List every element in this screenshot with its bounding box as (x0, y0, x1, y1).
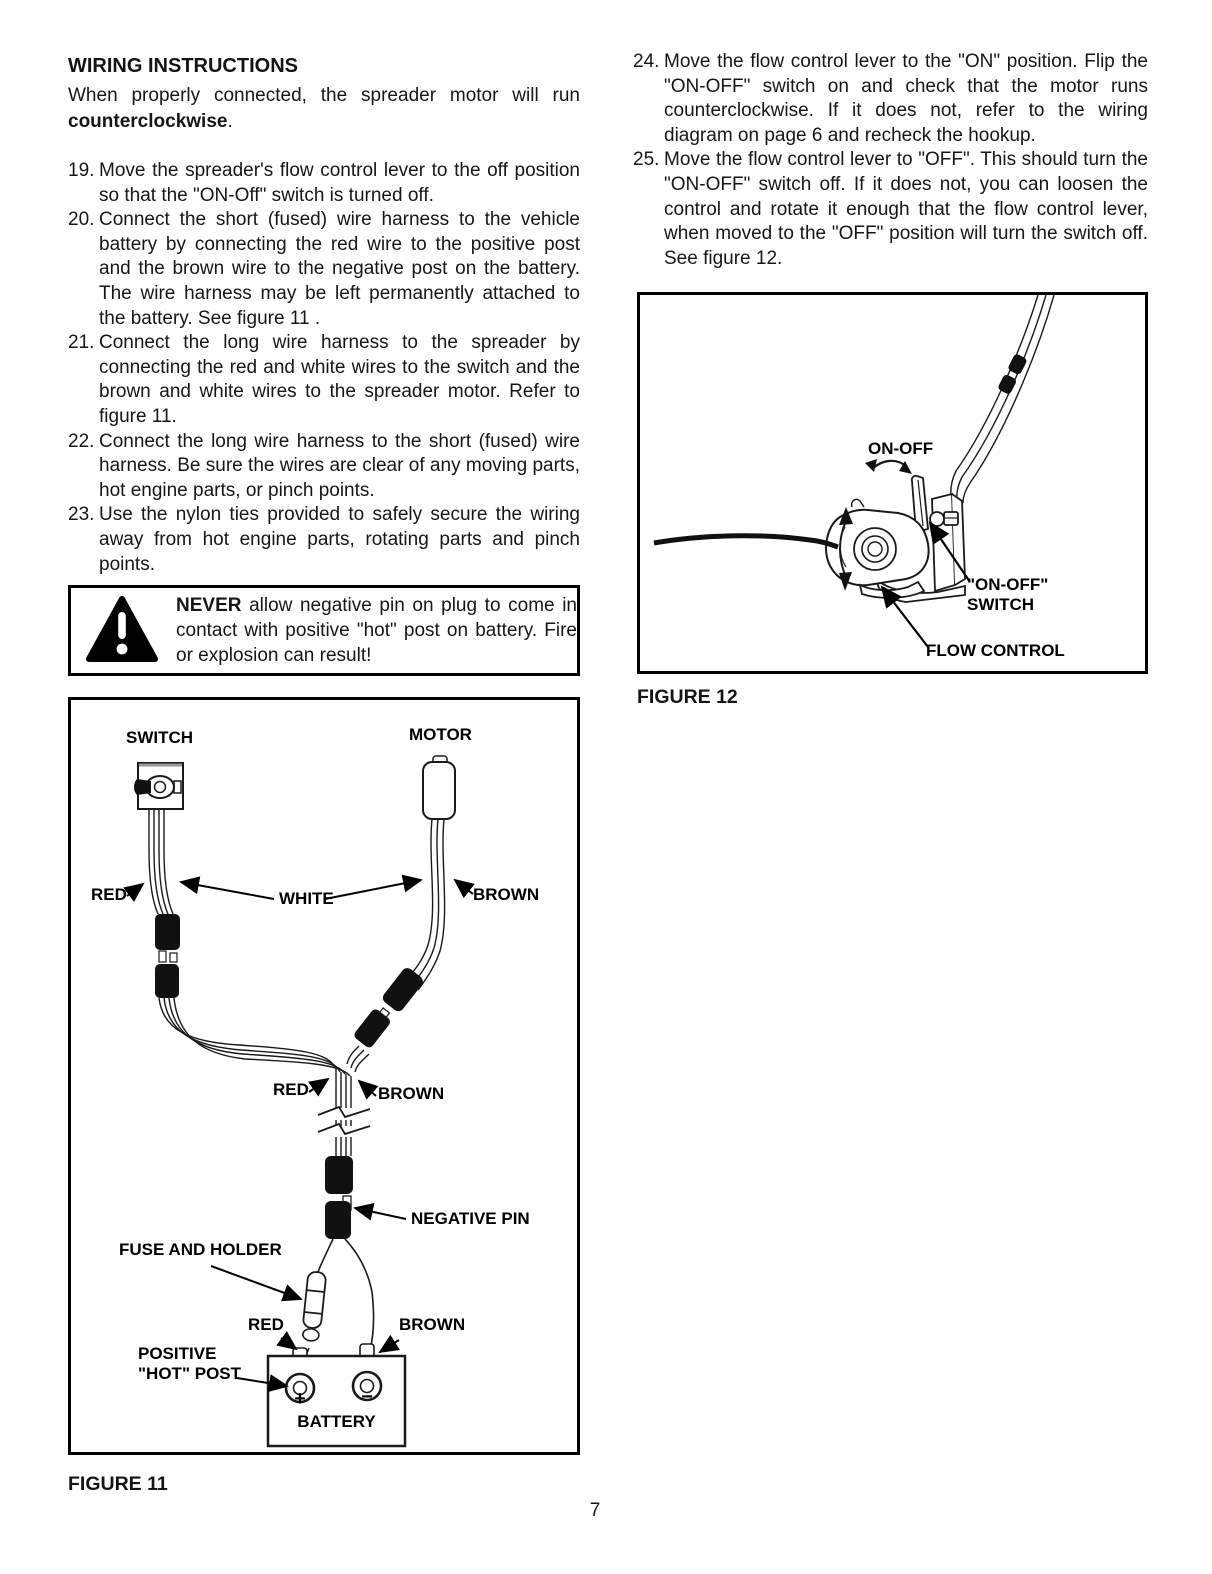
list-item-23 (68, 503, 580, 577)
list-item-20 (68, 208, 580, 331)
fig11-label-switch: SWITCH (126, 728, 194, 747)
left-column (68, 55, 580, 577)
item-number: 23. (68, 504, 95, 526)
fig11-label-fuse: FUSE AND HOLDER (119, 1240, 282, 1259)
section-heading: WIRING INSTRUCTIONS (68, 55, 298, 77)
fig11-label-brown-bottom: BROWN (399, 1315, 466, 1334)
figure11-caption: FIGURE 11 (68, 1473, 168, 1495)
wire-connector (997, 353, 1028, 395)
fig11-label-minus: − (361, 1386, 373, 1408)
fig11-label-red-mid: RED (273, 1080, 309, 1099)
motor-wires (406, 819, 445, 990)
fig11-label-red-bottom: RED (248, 1315, 284, 1334)
fig11-label-positive-post (138, 1344, 241, 1384)
item-number: 19. (68, 160, 95, 181)
fig11-label-negative-pin: NEGATIVE PIN (411, 1209, 530, 1228)
intro-pre: When properly connected, the spreader motor will run (68, 85, 580, 106)
instruction-list-left (68, 159, 580, 577)
item-text: Move the flow control lever to the "ON" position. Flip the "ON-OFF" switch on and check that the motor runs counterclockwise. If it does not, refer to the wiring diagram on page 6 and recheck the hookup. (664, 51, 1148, 146)
figure-11 (68, 697, 580, 1455)
harness-wires (951, 295, 1054, 503)
figure12-switch-diagram (640, 295, 1145, 671)
control-cable (654, 536, 838, 547)
item-text: Connect the long wire harness to the short (fused) wire harness. Be sure the wires are clear of any moving parts, hot engine parts, or pinch points. (99, 430, 580, 501)
intro-bold: counterclockwise (68, 111, 228, 132)
fig12-label-on-off: ON-OFF (868, 439, 934, 458)
instruction-list-right (633, 50, 1148, 271)
fig11-label-battery: BATTERY (297, 1412, 376, 1431)
item-text: Connect the short (fused) wire harness to the vehicle battery by connecting the red wire to the positive post and the brown wire to the negative post on the battery. The wire harness may be left permanently attached to the battery. See figure 11 . (99, 209, 580, 329)
fig11-label-red-top: RED (91, 885, 127, 904)
figure11-wiring-diagram (71, 700, 577, 1452)
item-text: Use the nylon ties provided to safely secure the wiring away from hot engine parts, rotating parts and pinch points. (99, 504, 580, 575)
figure12-caption: FIGURE 12 (637, 686, 738, 708)
item-number: 25. (633, 149, 660, 171)
fig12-label-flow-control: FLOW CONTROL (926, 641, 1065, 660)
warning-callout (68, 585, 580, 676)
list-item-21 (68, 331, 580, 429)
break-marks (318, 1107, 370, 1134)
fig11-label-brown-top: BROWN (473, 885, 540, 904)
fuse-holder (301, 1271, 326, 1342)
item-number: 20. (68, 209, 95, 231)
item-text: Move the spreader's flow control lever to the off position so that the "ON-Off" switch is turned off. (99, 160, 580, 206)
left-connector-pair (155, 914, 180, 998)
switch-label-line1: "ON-OFF" (967, 575, 1049, 594)
item-text: Connect the long wire harness to the spreader by connecting the red and white wires to the switch and the brown and white wires to the spreader motor. Refer to figure 11. (99, 332, 580, 427)
warning-text (176, 593, 577, 668)
motor-icon (423, 756, 455, 819)
figure-12 (637, 292, 1148, 674)
switch-label-line2: SWITCH (967, 595, 1035, 614)
list-item-24 (633, 50, 1148, 148)
harness-sweep (159, 998, 350, 1076)
positive-line2: "HOT" POST (138, 1364, 242, 1383)
item-number: 21. (68, 332, 95, 354)
fig11-label-brown-mid: BROWN (378, 1084, 445, 1103)
fig11-label-plus: + (294, 1388, 306, 1410)
fig11-label-motor: MOTOR (409, 725, 472, 744)
page-number: 7 (589, 1500, 601, 1521)
fig11-label-white: WHITE (279, 889, 334, 908)
item-text: Move the flow control lever to "OFF". This should turn the "ON-OFF" switch off. If it does not, you can loosen the control and rotate it enough that the flow control lever, when moved to the "OFF" position will turn the switch off. See figure 12. (664, 149, 1148, 269)
list-item-22 (68, 430, 580, 504)
warning-body: allow negative pin on plug to come in contact with positive "hot" post on battery. Fire or explosion can result! (176, 595, 577, 666)
positive-line1: POSITIVE (138, 1344, 217, 1363)
fig12-label-on-off-switch (967, 575, 1048, 615)
fused-harness-connector (325, 1156, 353, 1239)
right-column (633, 50, 1148, 271)
label-arrows (127, 880, 473, 1386)
item-number: 24. (633, 51, 660, 72)
list-item-25 (633, 148, 1148, 271)
warning-bold: NEVER (176, 595, 242, 616)
flow-control-housing (826, 499, 929, 597)
item-number: 22. (68, 430, 95, 452)
switch-icon (134, 763, 183, 809)
switch-wires (149, 810, 173, 914)
intro-paragraph (68, 83, 580, 135)
toggle-flip-arrow (865, 459, 912, 474)
warning-triangle-icon (85, 595, 159, 667)
list-item-19 (68, 159, 580, 208)
harness-bundle (336, 1068, 351, 1156)
right-connector-pair (352, 966, 425, 1050)
intro-post: . (227, 111, 233, 132)
